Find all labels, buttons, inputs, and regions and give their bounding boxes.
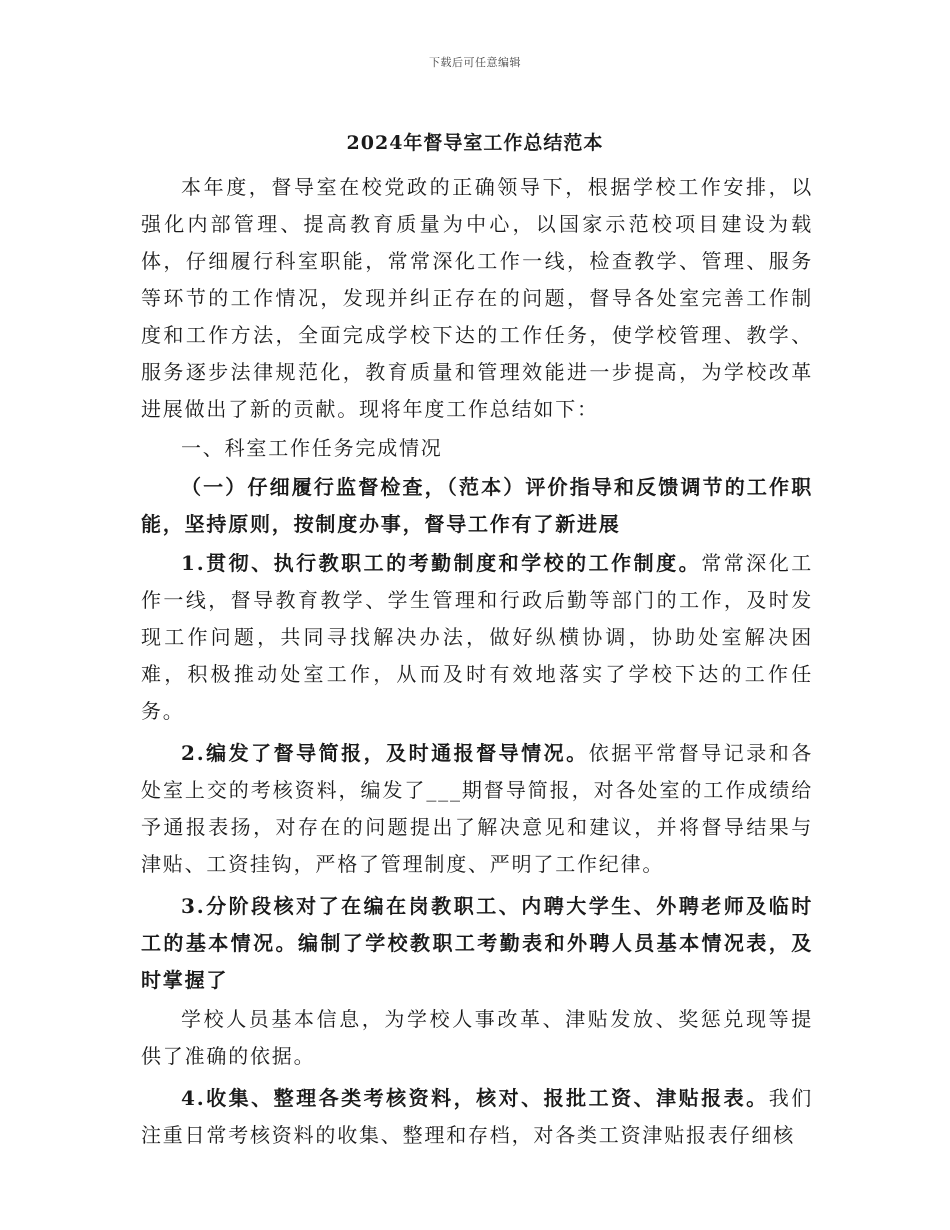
- item-2-text: 依据平常督导记录和各处室上交的考核资料，编发了___期督导简报，对各处室的工作成绩给予通报表扬，对存在的问题提出了解决意见和建议，并将督导结果与津贴、工资挂钩，严格了管理制度、严明了工作纪律。: [141, 741, 813, 876]
- item-3-text: 学校人员基本信息，为学校人事改革、津贴发放、奖惩兑现等提供了准确的依据。: [141, 1007, 813, 1068]
- intro-paragraph: 本年度，督导室在校党政的正确领导下，根据学校工作安排，以强化内部管理、提高教育质量为中心，以国家示范校项目建设为载体，仔细履行科室职能，常常深化工作一线，检查教学、管理、服务等环节的工作情况，发现并纠正存在的问题，督导各处室完善工作制度和工作方法，全面完成学校下达的工作任务，使学校管理、教学、服务逐步法律规范化，教育质量和管理效能进一步提高，为学校改革进展做出了新的贡献。现将年度工作总结如下：: [141, 175, 813, 421]
- header-note: 下载后可任意编辑: [429, 56, 521, 69]
- subsection-heading: （一）仔细履行监督检查，（范本）评价指导和反馈调节的工作职能，坚持原则，按制度办事，督导工作有了新进展: [141, 475, 813, 536]
- item-1-text: 常常深化工作一线，督导教育教学、学生管理和行政后勤等部门的工作，及时发现工作问题，共同寻找解决办法，做好纵横协调，协助处室解决困难，积极推动处室工作，从而及时有效地落实了学校下达的工作任务。: [141, 551, 813, 723]
- item-4-text: 我们注重日常考核资料的收集、整理和存档，对各类工资津贴报表仔细核: [141, 1086, 813, 1147]
- item-2-paragraph: [141, 735, 813, 883]
- item-4-heading: 4.收集、整理各类考核资料，核对、报批工资、津贴报表。: [181, 1086, 769, 1110]
- document-title: 2024年督导室工作总结范本: [346, 132, 604, 154]
- item-1-heading: 1.贯彻、执行教职工的考勤制度和学校的工作制度。: [181, 551, 702, 575]
- item-4-paragraph: [141, 1080, 813, 1154]
- item-3-heading: 3.分阶段核对了在编在岗教职工、内聘大学生、外聘老师及临时工的基本情况。编制了学校教职工考勤表和外聘人员基本情况表，及时掌握了: [141, 894, 813, 992]
- item-2-heading: 2.编发了督导简报，及时通报督导情况。: [181, 741, 589, 765]
- document-body: [141, 169, 813, 1154]
- item-1-paragraph: [141, 545, 813, 730]
- section-heading: 一、科室工作任务完成情况: [181, 436, 443, 460]
